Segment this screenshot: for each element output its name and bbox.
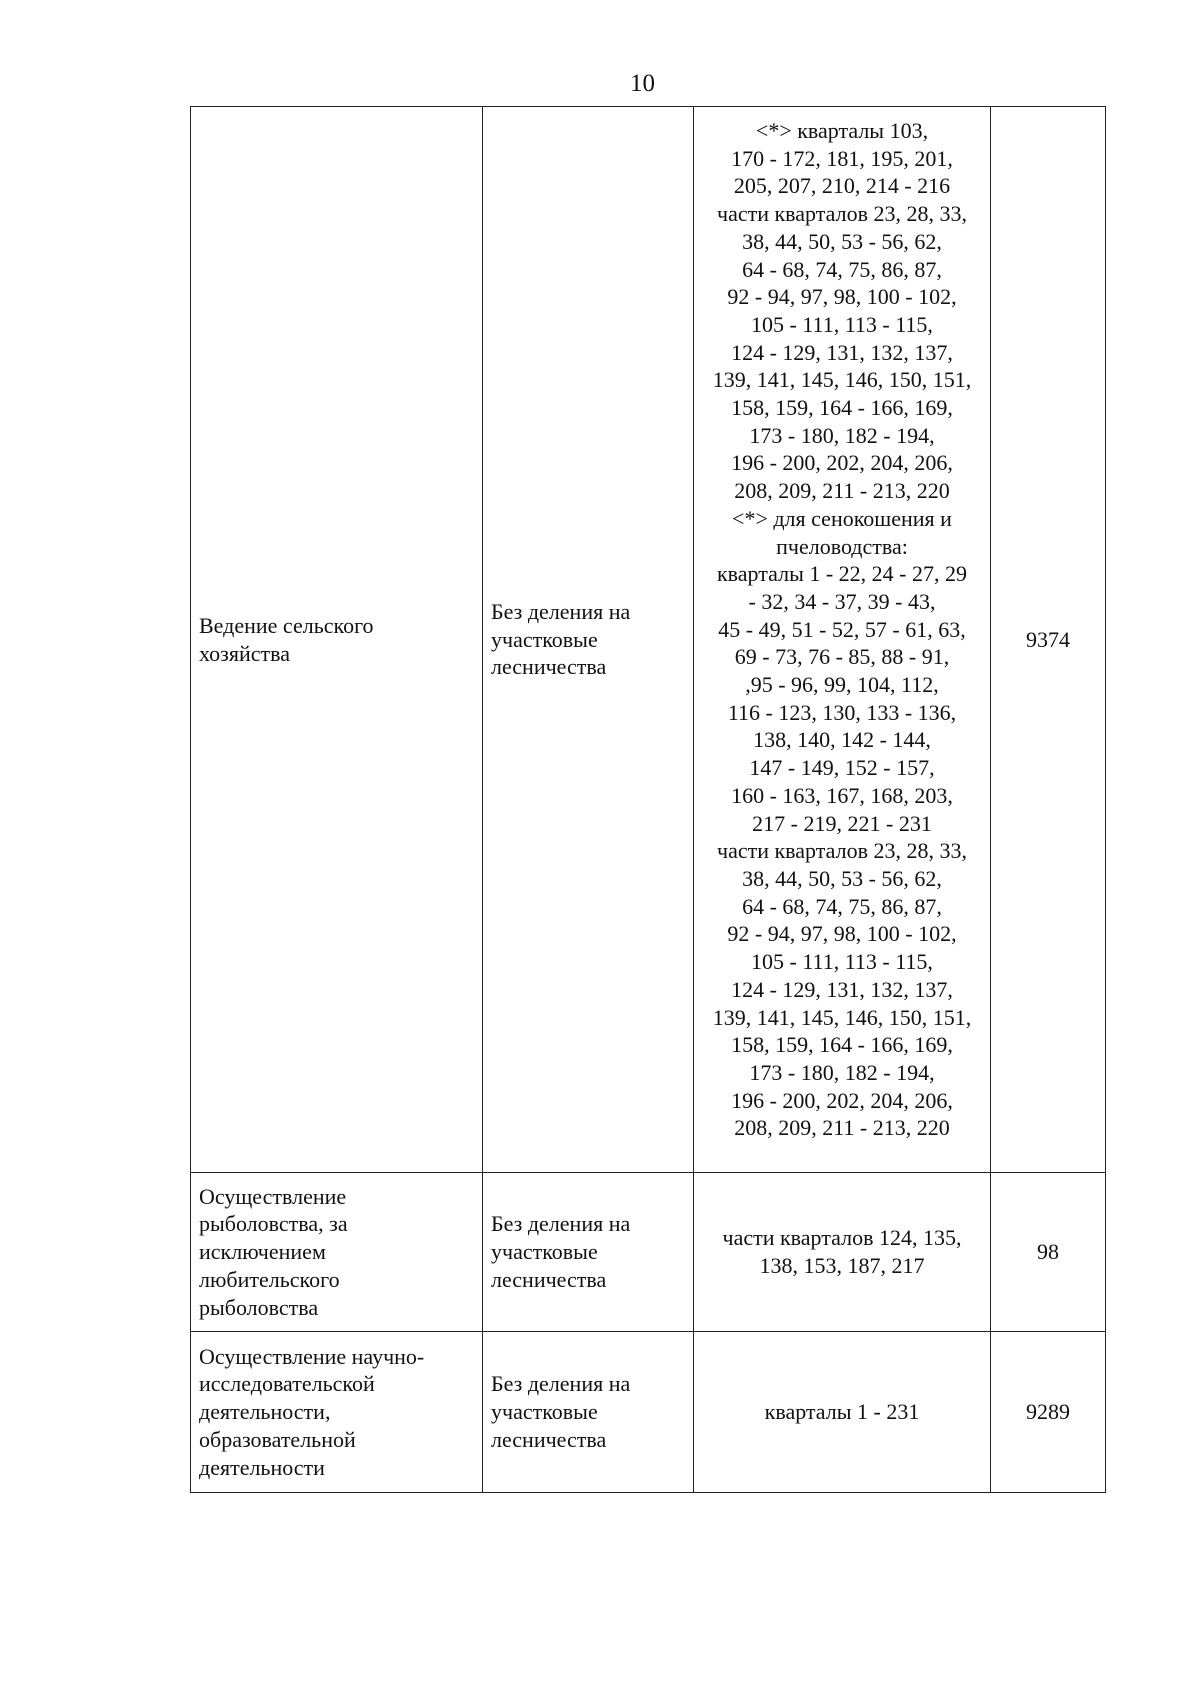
activity-cell-line: деятельности,	[199, 1399, 331, 1425]
area-cell: 9374	[991, 107, 1106, 1173]
quarters-cell-line: части кварталов 23, 28, 33,	[717, 201, 967, 227]
quarters-cell-line: 196 - 200, 202, 204, 206,	[731, 450, 953, 476]
quarters-cell-line: 124 - 129, 131, 132, 137,	[731, 976, 953, 1002]
division-cell-line: лесничества	[491, 1426, 607, 1452]
division-cell-line: Без деления на	[491, 598, 631, 624]
quarters-cell-line: 170 - 172, 181, 195, 201,	[731, 145, 953, 171]
division-cell	[483, 107, 694, 1173]
quarters-cell-line: 196 - 200, 202, 204, 206,	[731, 1087, 953, 1113]
quarters-cell-line: - 32, 34 - 37, 39 - 43,	[748, 588, 936, 614]
activity-cell-line: исследовательской	[199, 1371, 375, 1397]
activity-cell-line: любительского	[199, 1266, 340, 1292]
quarters-cell-line: 217 - 219, 221 - 231	[752, 810, 932, 836]
quarters-cell-line: 173 - 180, 182 - 194,	[749, 422, 935, 448]
division-cell-line: участковые	[491, 1239, 598, 1265]
quarters-cell-line: 139, 141, 145, 146, 150, 151,	[712, 367, 972, 393]
activity-cell-line: Осуществление научно-	[199, 1343, 425, 1369]
activity-cell-line: хозяйства	[199, 640, 290, 666]
quarters-cell	[694, 107, 991, 1173]
quarters-cell-line: 38, 44, 50, 53 - 56, 62,	[742, 865, 942, 891]
quarters-cell-line: 92 - 94, 97, 98, 100 - 102,	[727, 284, 957, 310]
quarters-cell-line: части кварталов 124, 135,	[722, 1225, 962, 1251]
quarters-cell-line: 105 - 111, 113 - 115,	[751, 949, 933, 975]
table-row	[191, 107, 1106, 1173]
activity-cell	[191, 1173, 483, 1332]
quarters-cell-line: ,95 - 96, 99, 104, 112,	[745, 672, 939, 698]
quarters-cell-line: кварталы 1 - 22, 24 - 27, 29	[716, 561, 967, 587]
quarters-cell-line: 205, 207, 210, 214 - 216	[733, 173, 951, 199]
quarters-cell-line: <*> кварталы 103,	[755, 118, 929, 143]
division-cell-line: лесничества	[491, 1266, 607, 1292]
table-body	[191, 107, 1106, 1493]
quarters-cell-line: 116 - 123, 130, 133 - 136,	[727, 699, 957, 725]
quarters-cell-line: 64 - 68, 74, 75, 86, 87,	[742, 893, 942, 919]
quarters-cell-line: 45 - 49, 51 - 52, 57 - 61, 63,	[718, 616, 966, 642]
quarters-cell	[694, 1332, 991, 1493]
quarters-cell-line: 139, 141, 145, 146, 150, 151,	[712, 1004, 972, 1030]
forestry-use-table	[190, 106, 1106, 1493]
quarters-cell-line: 160 - 163, 167, 168, 203,	[731, 782, 953, 808]
table-row	[191, 1173, 1106, 1332]
division-cell-line: Без деления на	[491, 1211, 631, 1237]
quarters-cell-line: 124 - 129, 131, 132, 137,	[731, 339, 953, 365]
quarters-cell-line: 105 - 111, 113 - 115,	[751, 311, 933, 337]
quarters-cell-line: 173 - 180, 182 - 194,	[749, 1059, 935, 1085]
quarters-cell-line: 64 - 68, 74, 75, 86, 87,	[742, 256, 942, 282]
division-cell-line: участковые	[491, 626, 598, 652]
quarters-cell-line: <*> для сенокошения и	[732, 505, 952, 531]
quarters-cell-line: 69 - 73, 76 - 85, 88 - 91,	[734, 644, 950, 670]
table-row	[191, 1332, 1106, 1493]
quarters-cell-line: 158, 159, 164 - 166, 169,	[731, 395, 953, 421]
quarters-cell-line: части кварталов 23, 28, 33,	[717, 838, 967, 864]
quarters-cell-line: 158, 159, 164 - 166, 169,	[731, 1032, 953, 1058]
activity-cell	[191, 107, 483, 1173]
page-number: 10	[630, 70, 655, 97]
division-cell-line: участковые	[491, 1399, 598, 1425]
area-cell: 9289	[991, 1332, 1106, 1493]
quarters-cell-line: 92 - 94, 97, 98, 100 - 102,	[727, 921, 957, 947]
quarters-cell-line: 208, 209, 211 - 213, 220	[734, 1115, 950, 1141]
quarters-cell-line: 38, 44, 50, 53 - 56, 62,	[742, 228, 942, 254]
quarters-cell	[694, 1173, 991, 1332]
area-cell: 98	[991, 1173, 1106, 1332]
quarters-cell-line: кварталы 1 - 231	[764, 1399, 920, 1425]
division-cell-line: Без деления на	[491, 1371, 631, 1397]
division-cell	[483, 1332, 694, 1493]
activity-cell-line: исключением	[199, 1239, 326, 1265]
activity-cell-line: Ведение сельского	[199, 612, 374, 638]
division-cell-line: лесничества	[491, 654, 607, 680]
quarters-cell-line: 147 - 149, 152 - 157,	[749, 755, 935, 781]
activity-cell-line: рыболовства, за	[199, 1211, 348, 1237]
activity-cell	[191, 1332, 483, 1493]
division-cell	[483, 1173, 694, 1332]
activity-cell-line: деятельности	[199, 1454, 325, 1480]
quarters-cell-line: 138, 153, 187, 217	[759, 1253, 925, 1278]
activity-cell-line: Осуществление	[199, 1183, 347, 1209]
quarters-cell-line: 208, 209, 211 - 213, 220	[734, 478, 950, 504]
quarters-cell-line: пчеловодства:	[776, 533, 908, 559]
quarters-cell-line: 138, 140, 142 - 144,	[753, 727, 931, 753]
activity-cell-line: рыболовства	[199, 1294, 319, 1320]
activity-cell-line: образовательной	[199, 1426, 356, 1452]
